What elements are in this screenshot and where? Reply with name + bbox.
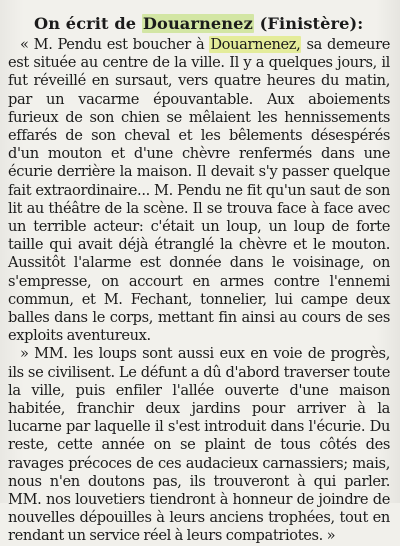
paragraph-1-text: sa demeure est située au centre de la ville. Il y a quelques jours, il fut réveillé en sursaut, vers quatre heures du matin, par un vacarme épouvantable. Aux aboiements furieux de son chien se mêlaient les hennissements effarés de son cheval et les bêlements désespérés d'un mouton et d'une chèvre renfermés dans une écurie derrière la maison. Il devait s'y passer quelque fait extraordinaire... M. Pendu ne fit qu'un saut de son lit au théâtre de la scène. Il se trouva face à face avec un terrible acteur: c'était un loup, un loup de forte taille qui avait déjà étranglé la chèvre et le mouton. Aussitôt l'alarme est donnée dans le voisinage, on s'empresse, on accourt en armes contre l'ennemi commun, et M. Fechant, tonnelier, lui campe deux balles dans le corps, mettant fin ainsi au cours de ses exploits aventureux.	[8, 36, 390, 345]
article-paragraph-1	[8, 36, 390, 345]
headline-place-highlight: Douarnenez	[142, 14, 253, 33]
headline-prefix: On écrit de	[34, 14, 142, 33]
article-headline	[34, 14, 363, 34]
paragraph-1-opening: « M. Pendu est boucher à	[20, 36, 210, 53]
article-body	[8, 36, 390, 546]
article-paragraph-2: » MM. les loups sont aussi eux en voie de progrès, ils se civilisent. Le défunt a dû d'abord traverser toute la ville, puis enfiler l'allée ouverte d'une maison habitée, franchir deux jardins pour arriver à la lucarne par laquelle il s'est introduit dans l'écurie. Du reste, cette année on se plaint de tous côtés des ravages précoces de ces audacieux carnassiers; mais, nous n'en doutons pas, ils trouveront à qui parler. MM. nos louvetiers tiendront à honneur de joindre de nouvelles dépouilles à leurs anciens trophées, tout en rendant un service réel à leurs compatriotes. »	[8, 345, 390, 545]
paragraph-1-place-highlight: Douarnenez,	[210, 36, 301, 53]
headline-suffix: (Finistère):	[253, 14, 364, 33]
